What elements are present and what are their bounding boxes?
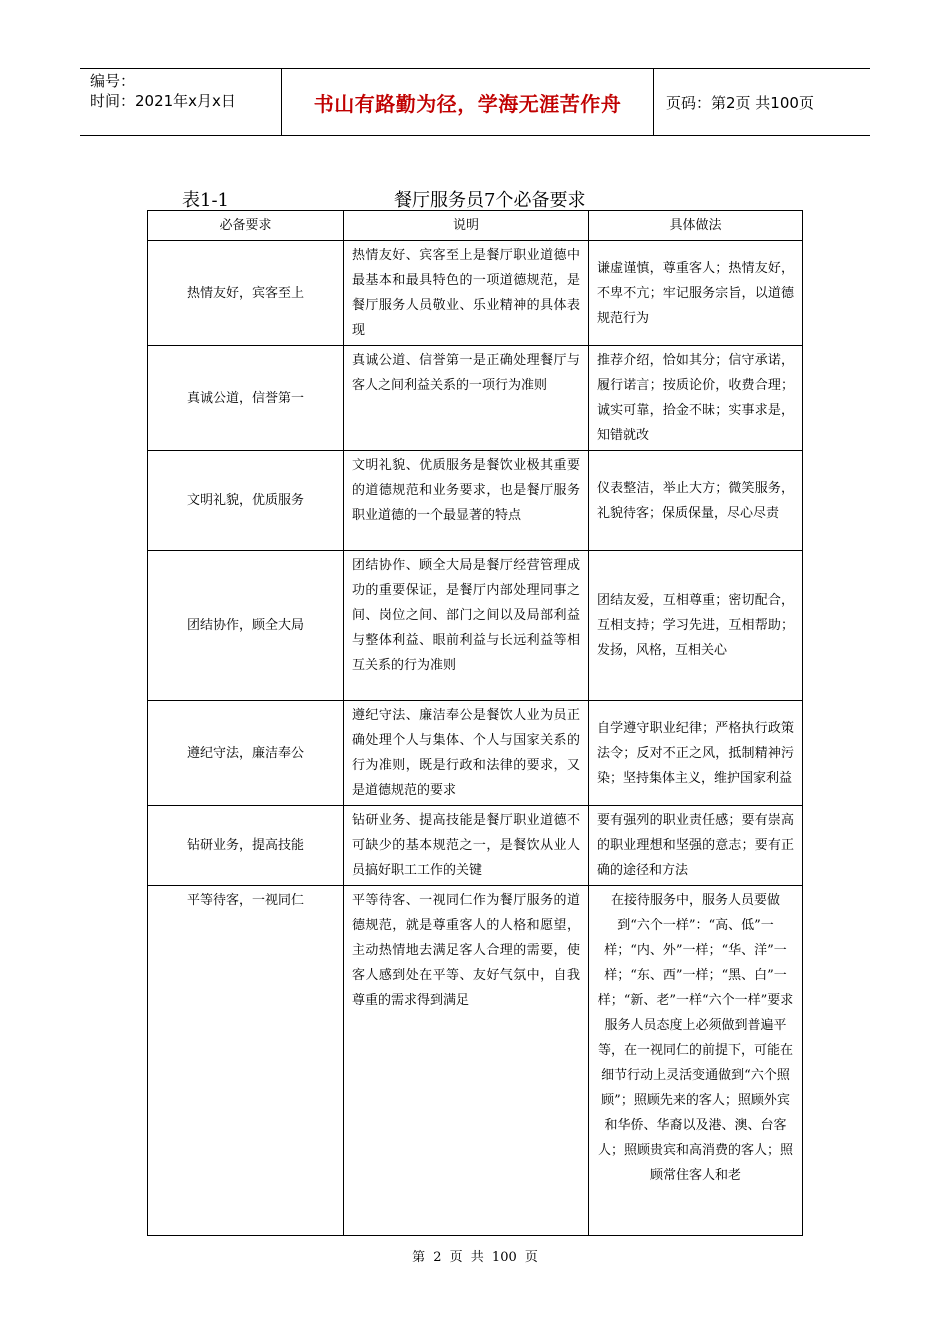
table-row <box>148 346 803 451</box>
column-header-practice: 具体做法 <box>589 211 803 241</box>
table-row <box>148 551 803 701</box>
table-row <box>148 806 803 886</box>
practice-cell: 仪表整洁，举止大方；微笑服务，礼貌待客；保质保量，尽心尽责 <box>589 451 803 551</box>
practice-cell: 要有强列的职业责任感；要有崇高的职业理想和坚强的意志；要有正确的途径和方法 <box>589 806 803 886</box>
requirements-table <box>147 210 803 1236</box>
explanation-cell: 遵纪守法、廉洁奉公是餐饮人业为员正确处理个人与集体、个人与国家关系的行为准则，既是行政和法律的要求，又是道德规范的要求 <box>344 701 589 806</box>
practice-cell: 团结友爱，互相尊重；密切配合，互相支持；学习先进，互相帮助；发扬，风格，互相关心 <box>589 551 803 701</box>
practice-cell: 自学遵守职业纪律；严格执行政策法令；反对不正之风，抵制精神污染；坚持集体主义，维护国家利益 <box>589 701 803 806</box>
header-motto: 书山有路勤为径，学海无涯苦作舟 <box>313 91 622 116</box>
practice-cell: 在接待服务中，服务人员要做到“六个一样”：“高、低”一样；“内、外”一样；“华、洋”一样；“东、西”一样；“黑、白”一样；“新、老”一样“六个一样”要求服务人员态度上必须做到普遍平等，在一视同仁的前提下，可能在细节行动上灵活变通做到“六个照顾”；照顾先来的客人；照顾外宾和华侨、华裔以及港、澳、台客人；照顾贵宾和高消费的客人；照顾常住客人和老 <box>589 886 803 1236</box>
page-header <box>80 68 870 136</box>
header-meta <box>80 69 282 135</box>
explanation-cell: 平等待客、一视同仁作为餐厅服务的道德规范，就是尊重客人的人格和愿望，主动热情地去满足客人合理的需要，使客人感到处在平等、友好气氛中，自我尊重的需求得到满足 <box>344 886 589 1236</box>
table-row <box>148 701 803 806</box>
explanation-cell: 热情友好、宾客至上是餐厅职业道德中最基本和最具特色的一项道德规范，是餐厅服务人员敬业、乐业精神的具体表现 <box>344 241 589 346</box>
table-row <box>148 241 803 346</box>
table-row <box>148 451 803 551</box>
requirement-cell: 热情友好，宾客至上 <box>148 241 344 346</box>
header-motto-cell <box>282 69 654 135</box>
column-header-requirement: 必备要求 <box>148 211 344 241</box>
requirement-cell: 平等待客，一视同仁 <box>148 886 344 1236</box>
explanation-cell: 文明礼貌、优质服务是餐饮业极其重要的道德规范和业务要求，也是餐厅服务职业道德的一个最显著的特点 <box>344 451 589 551</box>
header-page-info: 页码：第2页 共100页 <box>666 93 814 112</box>
requirement-cell: 钻研业务，提高技能 <box>148 806 344 886</box>
practice-cell: 谦虚谨慎，尊重客人；热情友好，不卑不亢；牢记服务宗旨，以道德规范行为 <box>589 241 803 346</box>
requirement-cell: 团结协作，顾全大局 <box>148 551 344 701</box>
explanation-cell: 团结协作、顾全大局是餐厅经营管理成功的重要保证，是餐厅内部处理同事之间、岗位之间、部门之间以及局部利益与整体利益、眼前利益与长远利益等相互关系的行为准则 <box>344 551 589 701</box>
table-number: 表1-1 <box>182 190 229 211</box>
requirement-cell: 遵纪守法，廉洁奉公 <box>148 701 344 806</box>
table-header-row <box>148 211 803 241</box>
table-row <box>148 886 803 1236</box>
explanation-cell: 钻研业务、提高技能是餐厅职业道德不可缺少的基本规范之一，是餐饮从业人员搞好职工工作的关键 <box>344 806 589 886</box>
page-footer: 第 2 页 共 100 页 <box>412 1250 538 1265</box>
explanation-cell: 真诚公道、信誉第一是正确处理餐厅与客人之间利益关系的一项行为准则 <box>344 346 589 451</box>
requirement-cell: 真诚公道，信誉第一 <box>148 346 344 451</box>
requirement-cell: 文明礼貌，优质服务 <box>148 451 344 551</box>
table-title: 餐厅服务员7个必备要求 <box>394 190 586 211</box>
column-header-explanation: 说明 <box>344 211 589 241</box>
table-caption <box>182 186 802 211</box>
practice-cell: 推荐介绍，恰如其分；信守承诺，履行诺言；按质论价，收费合理；诚实可靠，拾金不昧；实事求是，知错就改 <box>589 346 803 451</box>
document-number-label: 编号： <box>90 72 136 90</box>
document-date: 时间：2021年x月x日 <box>90 92 236 110</box>
